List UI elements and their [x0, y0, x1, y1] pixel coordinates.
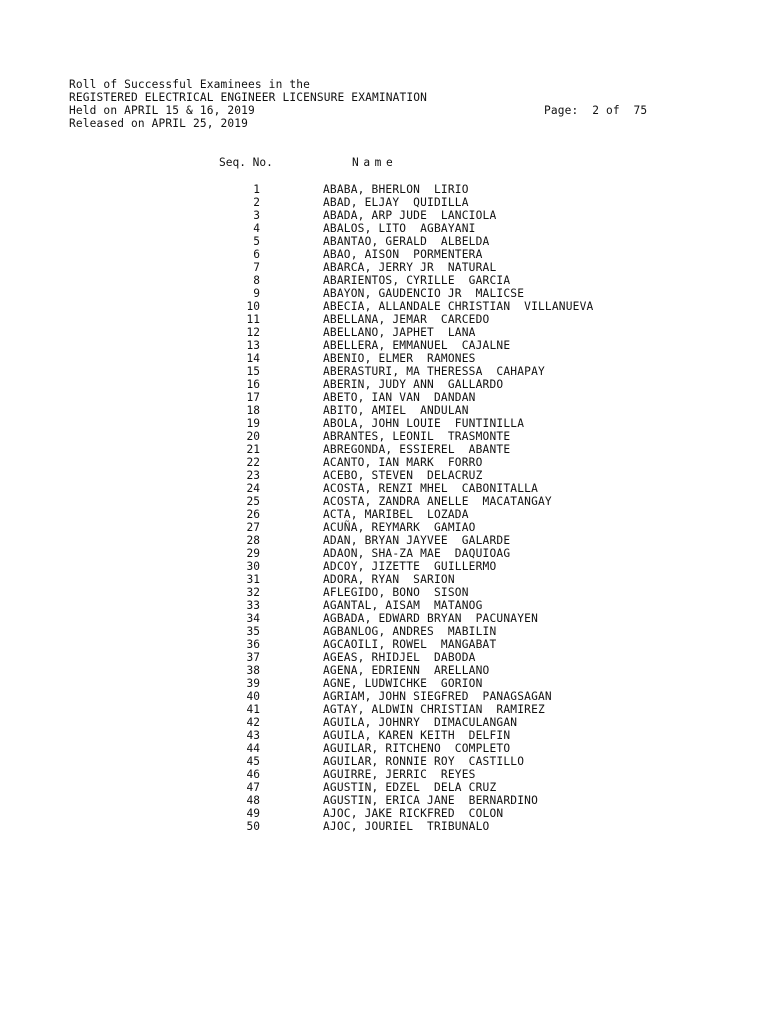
seq-number: 3 — [253, 209, 260, 222]
list-item — [0, 287, 768, 300]
list-item — [0, 521, 768, 534]
seq-number: 19 — [246, 417, 260, 430]
seq-number: 28 — [246, 534, 260, 547]
seq-number: 40 — [246, 690, 260, 703]
examinee-name: ADAN, BRYAN JAYVEE GALARDE — [323, 534, 511, 547]
list-item — [0, 209, 768, 222]
list-item — [0, 664, 768, 677]
examinee-name: ABAYON, GAUDENCIO JR MALICSE — [323, 287, 525, 300]
seq-number: 14 — [246, 352, 260, 365]
seq-number: 9 — [253, 287, 260, 300]
seq-number: 25 — [246, 495, 260, 508]
seq-number: 7 — [253, 261, 260, 274]
examinee-name: AJOC, JOURIEL TRIBUNALO — [323, 820, 490, 833]
list-item — [0, 612, 768, 625]
seq-number: 27 — [246, 521, 260, 534]
seq-number: 24 — [246, 482, 260, 495]
column-header-seq: Seq. No. — [219, 156, 273, 169]
seq-number: 10 — [246, 300, 260, 313]
list-item — [0, 742, 768, 755]
examinee-name: ACOSTA, ZANDRA ANELLE MACATANGAY — [323, 495, 552, 508]
list-item — [0, 495, 768, 508]
list-item — [0, 326, 768, 339]
seq-number: 2 — [253, 196, 260, 209]
list-item — [0, 261, 768, 274]
seq-number: 31 — [246, 573, 260, 586]
seq-number: 26 — [246, 508, 260, 521]
examinee-name: AGRIAM, JOHN SIEGFRED PANAGSAGAN — [323, 690, 552, 703]
list-item — [0, 651, 768, 664]
examinee-name: ADORA, RYAN SARION — [323, 573, 455, 586]
seq-number: 47 — [246, 781, 260, 794]
list-item — [0, 443, 768, 456]
examinee-name: AGENA, EDRIENN ARELLANO — [323, 664, 490, 677]
list-item — [0, 365, 768, 378]
column-header-name: Name — [352, 156, 398, 169]
examinee-name: ABREGONDA, ESSIEREL ABANTE — [323, 443, 511, 456]
list-item — [0, 703, 768, 716]
examinee-name: ACOSTA, RENZI MHEL CABONITALLA — [323, 482, 538, 495]
seq-number: 16 — [246, 378, 260, 391]
list-item — [0, 508, 768, 521]
seq-number: 29 — [246, 547, 260, 560]
seq-number: 15 — [246, 365, 260, 378]
list-item — [0, 404, 768, 417]
list-item — [0, 547, 768, 560]
seq-number: 13 — [246, 339, 260, 352]
examinee-name: ABADA, ARP JUDE LANCIOLA — [323, 209, 497, 222]
list-item — [0, 196, 768, 209]
seq-number: 37 — [246, 651, 260, 664]
examinee-name: AGEAS, RHIDJEL DABODA — [323, 651, 476, 664]
seq-number: 43 — [246, 729, 260, 742]
seq-number: 17 — [246, 391, 260, 404]
seq-number: 6 — [253, 248, 260, 261]
seq-number: 1 — [253, 183, 260, 196]
seq-number: 8 — [253, 274, 260, 287]
examinee-name: ABETO, IAN VAN DANDAN — [323, 391, 476, 404]
examinee-name: ACUÑA, REYMARK GAMIAO — [323, 521, 476, 534]
list-item — [0, 781, 768, 794]
list-item — [0, 456, 768, 469]
list-item — [0, 391, 768, 404]
list-item — [0, 534, 768, 547]
list-item — [0, 222, 768, 235]
list-item — [0, 183, 768, 196]
examinee-name: ADCOY, JIZETTE GUILLERMO — [323, 560, 497, 573]
examinee-name: ABELLANA, JEMAR CARCEDO — [323, 313, 490, 326]
examinee-name: ABERIN, JUDY ANN GALLARDO — [323, 378, 504, 391]
examinee-name: AGBADA, EDWARD BRYAN PACUNAYEN — [323, 612, 538, 625]
examinee-name: ACEBO, STEVEN DELACRUZ — [323, 469, 483, 482]
examinee-name: ABENIO, ELMER RAMONES — [323, 352, 476, 365]
seq-number: 35 — [246, 625, 260, 638]
examinee-list — [0, 183, 768, 833]
seq-number: 11 — [246, 313, 260, 326]
seq-number: 5 — [253, 235, 260, 248]
seq-number: 18 — [246, 404, 260, 417]
examinee-name: AGUIRRE, JERRIC REYES — [323, 768, 476, 781]
examinee-name: ABAD, ELJAY QUIDILLA — [323, 196, 469, 209]
list-item — [0, 560, 768, 573]
examinee-name: ABAO, AISON PORMENTERA — [323, 248, 483, 261]
list-item — [0, 807, 768, 820]
header-title-line: Roll of Successful Examinees in the — [69, 78, 310, 91]
examinee-name: ABARCA, JERRY JR NATURAL — [323, 261, 497, 274]
seq-number: 32 — [246, 586, 260, 599]
seq-number: 34 — [246, 612, 260, 625]
seq-number: 21 — [246, 443, 260, 456]
seq-number: 33 — [246, 599, 260, 612]
examinee-name: ABOLA, JOHN LOUIE FUNTINILLA — [323, 417, 525, 430]
list-item — [0, 625, 768, 638]
seq-number: 36 — [246, 638, 260, 651]
list-item — [0, 313, 768, 326]
examinee-name: ABELLERA, EMMANUEL CAJALNE — [323, 339, 511, 352]
list-item — [0, 586, 768, 599]
header-exam-name: REGISTERED ELECTRICAL ENGINEER LICENSURE EXAMINATION — [69, 91, 428, 104]
header-release-date: Released on APRIL 25, 2019 — [69, 117, 249, 130]
seq-number: 42 — [246, 716, 260, 729]
examinee-name: AGUILAR, RONNIE ROY CASTILLO — [323, 755, 525, 768]
seq-number: 50 — [246, 820, 260, 833]
examinee-name: ABANTAO, GERALD ALBELDA — [323, 235, 490, 248]
list-item — [0, 352, 768, 365]
list-item — [0, 235, 768, 248]
list-item — [0, 690, 768, 703]
examinee-name: ABARIENTOS, CYRILLE GARCIA — [323, 274, 511, 287]
examinee-name: ABERASTURI, MA THERESSA CAHAPAY — [323, 365, 545, 378]
list-item — [0, 599, 768, 612]
examinee-name: AFLEGIDO, BONO SISON — [323, 586, 469, 599]
examinee-name: ADAON, SHA-ZA MAE DAQUIOAG — [323, 547, 511, 560]
list-item — [0, 248, 768, 261]
list-item — [0, 573, 768, 586]
seq-number: 49 — [246, 807, 260, 820]
examinee-name: ABECIA, ALLANDALE CHRISTIAN VILLANUEVA — [323, 300, 594, 313]
list-item — [0, 820, 768, 833]
list-item — [0, 430, 768, 443]
examinee-name: ABALOS, LITO AGBAYANI — [323, 222, 476, 235]
list-item — [0, 274, 768, 287]
list-item — [0, 339, 768, 352]
list-item — [0, 755, 768, 768]
examinee-name: AGANTAL, AISAM MATANOG — [323, 599, 483, 612]
examinee-name: AJOC, JAKE RICKFRED COLON — [323, 807, 504, 820]
examinee-name: AGCAOILI, ROWEL MANGABAT — [323, 638, 497, 651]
seq-number: 48 — [246, 794, 260, 807]
examinee-name: AGTAY, ALDWIN CHRISTIAN RAMIREZ — [323, 703, 545, 716]
examinee-name: ABABA, BHERLON LIRIO — [323, 183, 469, 196]
list-item — [0, 716, 768, 729]
examinee-name: AGUILA, JOHNRY DIMACULANGAN — [323, 716, 518, 729]
seq-number: 41 — [246, 703, 260, 716]
list-item — [0, 482, 768, 495]
seq-number: 39 — [246, 677, 260, 690]
examinee-name: AGUSTIN, ERICA JANE BERNARDINO — [323, 794, 538, 807]
examinee-name: AGUSTIN, EDZEL DELA CRUZ — [323, 781, 497, 794]
seq-number: 23 — [246, 469, 260, 482]
examinee-name: AGNE, LUDWICHKE GORION — [323, 677, 483, 690]
seq-number: 12 — [246, 326, 260, 339]
examinee-name: AGBANLOG, ANDRES MABILIN — [323, 625, 497, 638]
examinee-name: ABRANTES, LEONIL TRASMONTE — [323, 430, 511, 443]
list-item — [0, 638, 768, 651]
list-item — [0, 768, 768, 781]
page-number: Page: 2 of 75 — [544, 104, 648, 117]
seq-number: 4 — [253, 222, 260, 235]
examinee-name: ACANTO, IAN MARK FORRO — [323, 456, 483, 469]
examinee-name: AGUILA, KAREN KEITH DELFIN — [323, 729, 511, 742]
seq-number: 38 — [246, 664, 260, 677]
list-item — [0, 378, 768, 391]
list-item — [0, 300, 768, 313]
list-item — [0, 729, 768, 742]
seq-number: 44 — [246, 742, 260, 755]
examinee-name: AGUILAR, RITCHENO COMPLETO — [323, 742, 511, 755]
list-item — [0, 417, 768, 430]
examinee-name: ACTA, MARIBEL LOZADA — [323, 508, 469, 521]
examinee-name: ABITO, AMIEL ANDULAN — [323, 404, 469, 417]
list-item — [0, 677, 768, 690]
header-held-date: Held on APRIL 15 & 16, 2019 — [69, 104, 255, 117]
seq-number: 46 — [246, 768, 260, 781]
seq-number: 30 — [246, 560, 260, 573]
seq-number: 20 — [246, 430, 260, 443]
list-item — [0, 794, 768, 807]
seq-number: 45 — [246, 755, 260, 768]
seq-number: 22 — [246, 456, 260, 469]
examinee-name: ABELLANO, JAPHET LANA — [323, 326, 476, 339]
list-item — [0, 469, 768, 482]
